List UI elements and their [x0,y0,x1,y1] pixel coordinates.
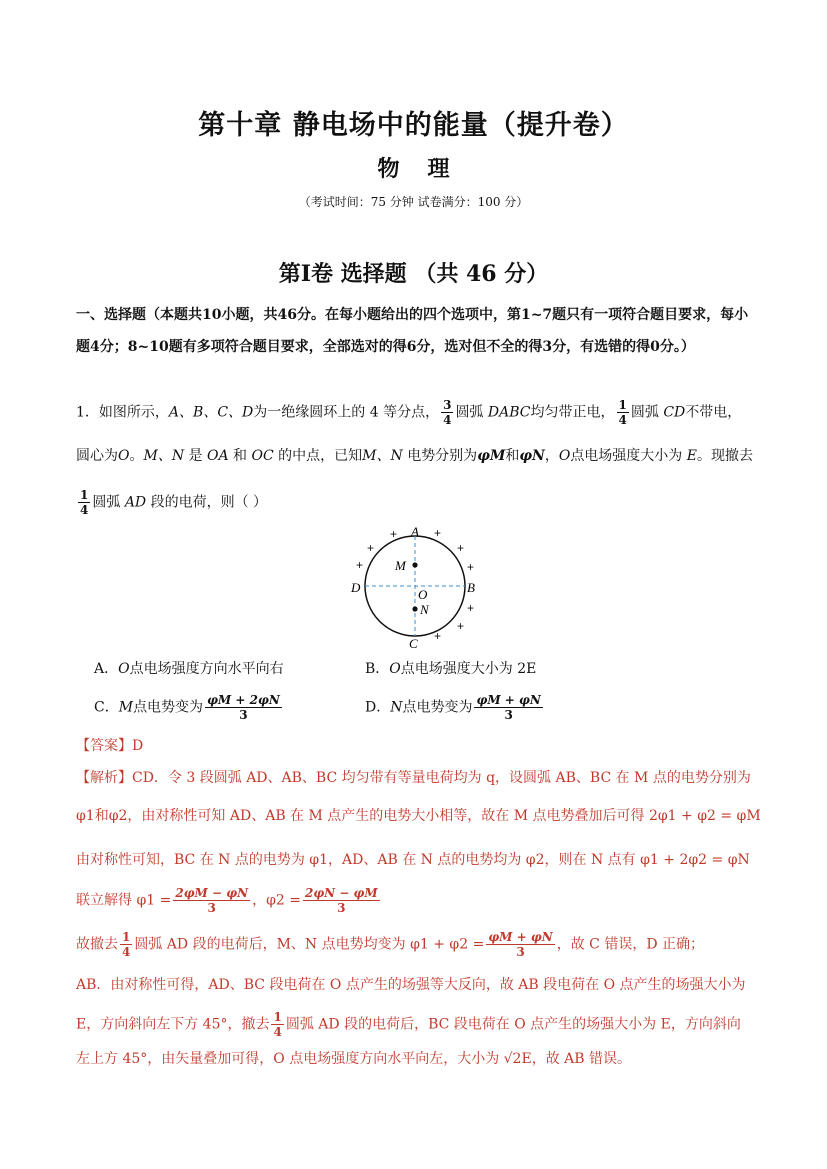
question-1-line-2: 圆心为O。M、N 是 OA 和 OC 的中点，已知M、N 电势分别为φM和φN，O点电场强度大小为 E。现撤去 [76,448,753,464]
analysis-line-1: 【解析】CD．令 3 段圆弧 AD、AB、BC 均匀带有等量电荷均为 q，设圆弧 AB、BC 在 M 点的电势分别为 [76,770,751,786]
fraction-3-4: $\frac{3}{4}$ [443,398,452,427]
plus-sign: + [367,541,375,555]
option-d[interactable]: D．N点电势变为 $\frac{\varphi M + \varphi N}{3}$ [365,693,541,722]
analysis-line-4: 联立解得 φ1 = $\frac{2\varphi M - \varphi N}{3}$ ，φ2 = $\frac{2\varphi N - \varphi M}{3}$ [76,886,378,915]
page-title: 第十章 静电场中的能量（提升卷） [198,110,629,141]
label-n: N [420,602,429,617]
plus-sign: + [467,560,475,574]
question-1-line-3: $\frac{1}{4}$ 圆弧 AD 段的电荷，则（ ） [80,488,268,517]
label-c: C [409,636,418,651]
analysis-line-2: φ1和φ2，由对称性可知 AD、AB 在 M 点产生的电势大小相等，故在 M 点电势叠加后可得 2φ1 + φ2 = φM [76,808,761,824]
label-m: M [395,558,406,573]
exam-info: （考试时间：75 分钟 试卷满分：100 分） [298,195,529,209]
fraction-1-4-b: $\frac{1}{4}$ [80,488,89,517]
label-b: B [467,580,475,595]
section-instructions: 一、选择题（本题共10小题，共46分。在每小题给出的四个选项中，第1~7题只有一项符合题目要求，每小题4分；8~10题有多项符合题目要求，全部选对的得6分，选对但不全的得3分，有选错的得0分。） [76,307,749,355]
analysis-line-3: 由对称性可知，BC 在 N 点的电势为 φ1，AD、AB 在 N 点的电势均为 φ2，则在 N 点有 φ1 + 2φ2 = φN [76,852,750,868]
analysis-line-6: AB．由对称性可得，AD、BC 段电荷在 O 点产生的场强等大反向，故 AB 段电荷在 O 点产生的场强大小为 [76,977,746,993]
point-n-dot [412,606,417,611]
answer: 【答案】D [76,738,144,754]
label-o: O [418,587,428,602]
plus-sign: + [457,541,465,555]
analysis-line-7: E，方向斜向左下方 45°，撤去 $\frac{1}{4}$ 圆弧 AD 段的电荷后，BC 段电荷在 O 点产生的场强大小为 E，方向斜向 [76,1010,741,1039]
plus-sign: + [467,601,475,615]
section-title: 第Ⅰ卷 选择题 （共 46 分） [278,261,549,287]
point-m-dot [412,562,417,567]
option-c[interactable]: C．M点电势变为 $\frac{\varphi M + 2\varphi N}{3}$ [94,693,280,722]
option-b[interactable]: B．O点电场强度大小为 2E [365,661,537,677]
plus-sign: + [457,619,465,633]
plus-sign: + [390,527,398,541]
option-a[interactable]: A．O点电场强度方向水平向右 [94,661,284,677]
fraction-1-4: $\frac{1}{4}$ [618,398,627,427]
analysis-line-8: 左上方 45°，由矢量叠加可得，O 点电场强度方向水平向左，大小为 √2E，故 AB 错误。 [76,1051,631,1067]
ring-diagram [340,518,490,653]
label-a: A [411,524,419,539]
plus-sign: + [434,526,442,540]
subject-heading: 物理 [377,156,478,182]
analysis-line-5: 故撤去 $\frac{1}{4}$ 圆弧 AD 段的电荷后，M、N 点电势均变为 φ1 + φ2 = $\frac{\varphi M + \varphi N}{3}$ ，故 C 错误，D 正确； [76,930,704,959]
label-d: D [351,580,361,595]
plus-sign: + [356,558,364,572]
question-1-line-1: 1．如图所示，A、B、C、D为一绝缘圆环上的 4 等分点， $\frac{3}{4}$ 圆弧 DABC均匀带正电， $\frac{1}{4}$ 圆弧 CD不带电， [76,398,742,427]
plus-sign: + [434,629,442,643]
